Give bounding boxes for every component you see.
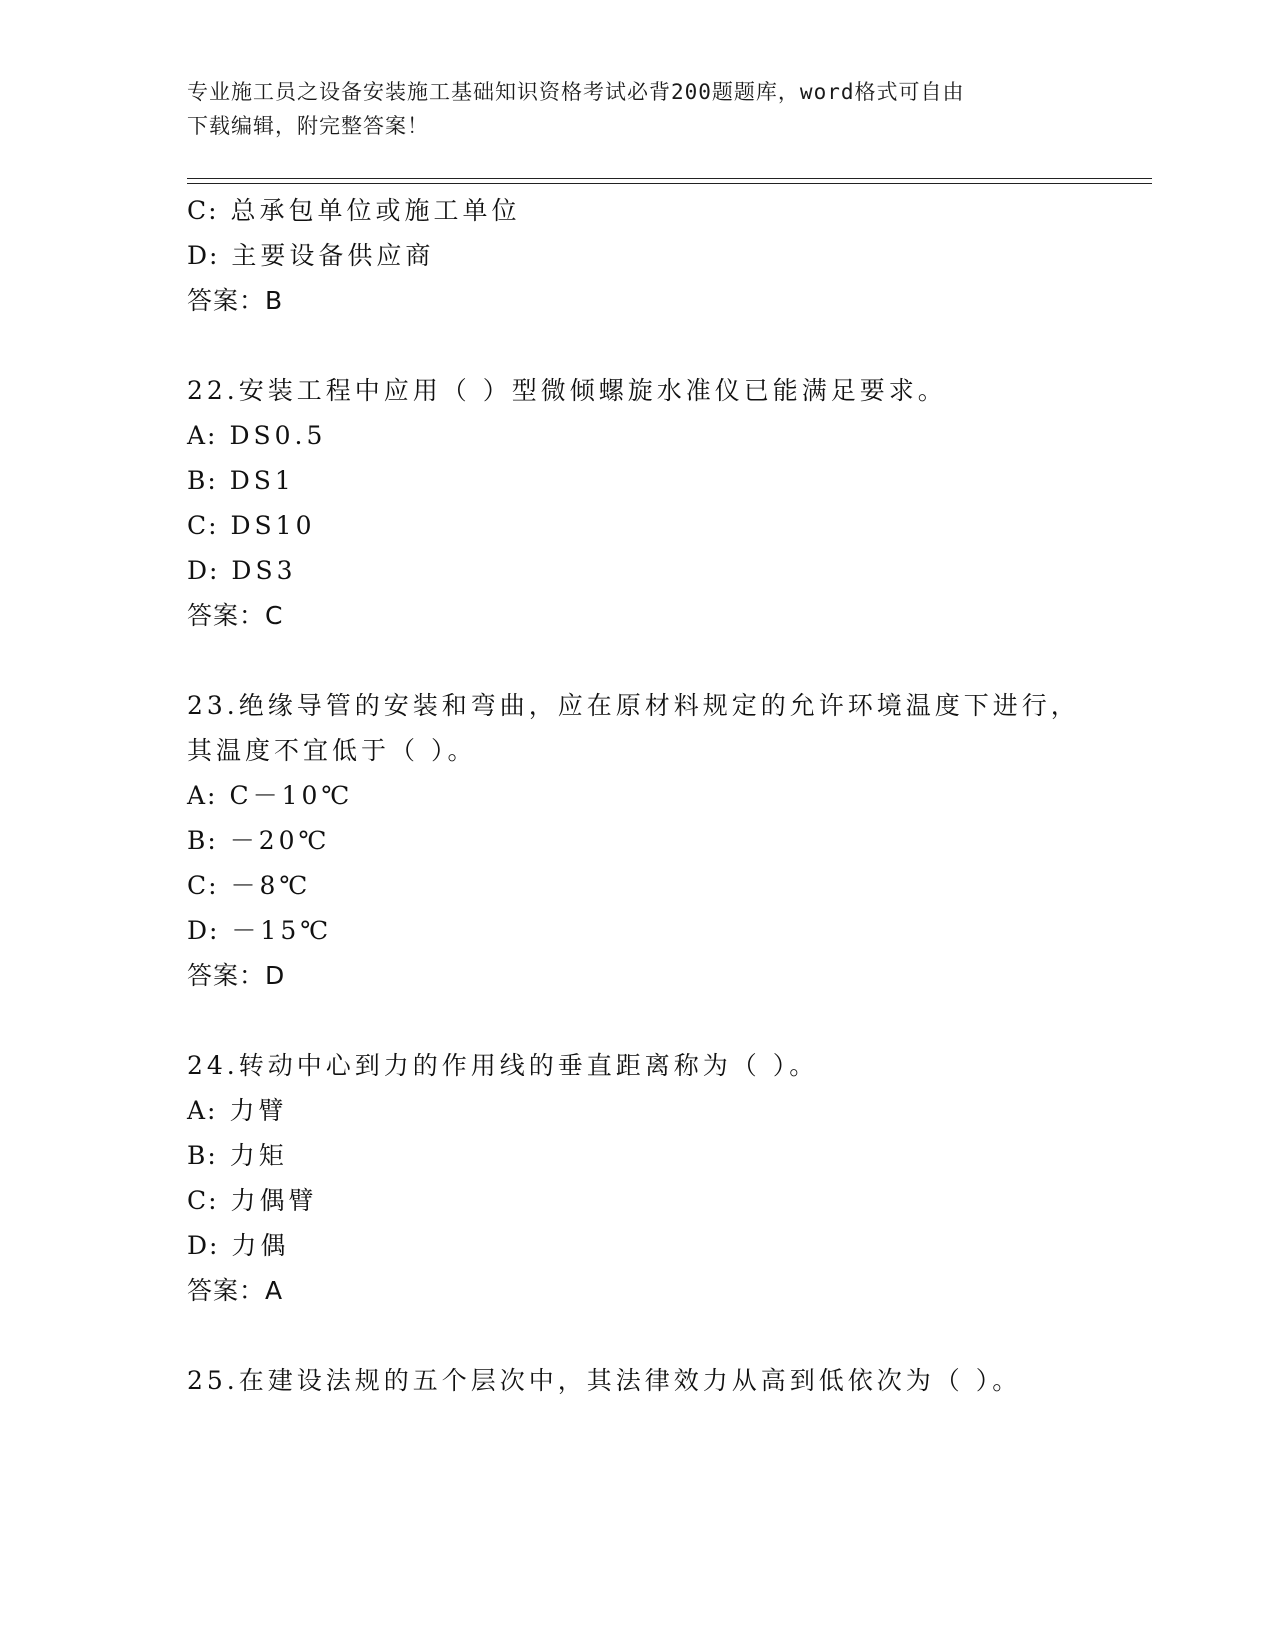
q21-option-d xyxy=(187,233,1152,278)
option-text: DS0.5 xyxy=(229,421,327,450)
option-text: C－10℃ xyxy=(229,781,354,810)
question-list xyxy=(187,188,1152,1403)
option-label: C: xyxy=(187,1186,219,1215)
option-text: 力矩 xyxy=(229,1141,288,1170)
q21-answer: 答案：B xyxy=(187,286,284,315)
option-text: DS1 xyxy=(229,466,295,495)
option-label: D: xyxy=(187,556,220,585)
header-line-1: 专业施工员之设备安装施工基础知识资格考试必背200题题库，word格式可自由 xyxy=(187,80,965,104)
option-text: DS3 xyxy=(231,556,297,585)
option-label: D: xyxy=(187,916,220,945)
option-label: B: xyxy=(187,466,218,495)
q25-question: 25.在建设法规的五个层次中，其法律效力从高到低依次为（ ）。 xyxy=(187,1366,1022,1395)
q23-answer: 答案：D xyxy=(187,961,286,990)
header-rule-top xyxy=(187,178,1152,179)
option-text: 主要设备供应商 xyxy=(231,241,435,270)
q21-option-c xyxy=(187,188,1152,233)
q22-option-a xyxy=(187,413,1152,458)
q22-option-d xyxy=(187,548,1152,593)
option-label: D: xyxy=(187,241,220,270)
option-label: C: xyxy=(187,871,219,900)
option-label: B: xyxy=(187,826,218,855)
q22-option-c xyxy=(187,503,1152,548)
option-text: 力偶臂 xyxy=(230,1186,318,1215)
q24-option-c xyxy=(187,1178,1152,1223)
q23-option-d xyxy=(187,908,1152,953)
option-text: 力臂 xyxy=(229,1096,288,1125)
q24-option-d xyxy=(187,1223,1152,1268)
option-text: 总承包单位或施工单位 xyxy=(230,196,521,225)
q22-answer: 答案：C xyxy=(187,601,284,630)
option-text: －20℃ xyxy=(229,826,331,855)
option-text: －15℃ xyxy=(231,916,333,945)
option-label: C: xyxy=(187,196,219,225)
q22-question: 22.安装工程中应用（ ）型微倾螺旋水准仪已能满足要求。 xyxy=(187,376,947,405)
header-line-2: 下载编辑，附完整答案！ xyxy=(187,114,429,138)
option-label: C: xyxy=(187,511,219,540)
q23-option-b xyxy=(187,818,1152,863)
q24-option-a xyxy=(187,1088,1152,1133)
q24-option-b xyxy=(187,1133,1152,1178)
option-label: A: xyxy=(187,421,218,450)
option-label: B: xyxy=(187,1141,218,1170)
header-rule-bottom xyxy=(187,183,1152,184)
q22-option-b xyxy=(187,458,1152,503)
option-label: A: xyxy=(187,781,218,810)
q24-question: 24.转动中心到力的作用线的垂直距离称为（ ）。 xyxy=(187,1051,819,1080)
option-label: A: xyxy=(187,1096,218,1125)
option-text: 力偶 xyxy=(231,1231,290,1260)
q23-option-c xyxy=(187,863,1152,908)
option-label: D: xyxy=(187,1231,220,1260)
option-text: －8℃ xyxy=(230,871,312,900)
q23-question-line-1: 23.绝缘导管的安装和弯曲，应在原材料规定的允许环境温度下进行， xyxy=(187,691,1080,720)
q23-option-a xyxy=(187,773,1152,818)
option-text: DS10 xyxy=(230,511,316,540)
q23-question-line-2: 其温度不宜低于（ ）。 xyxy=(187,736,477,765)
document-header xyxy=(187,75,1067,143)
q24-answer: 答案：A xyxy=(187,1276,284,1305)
